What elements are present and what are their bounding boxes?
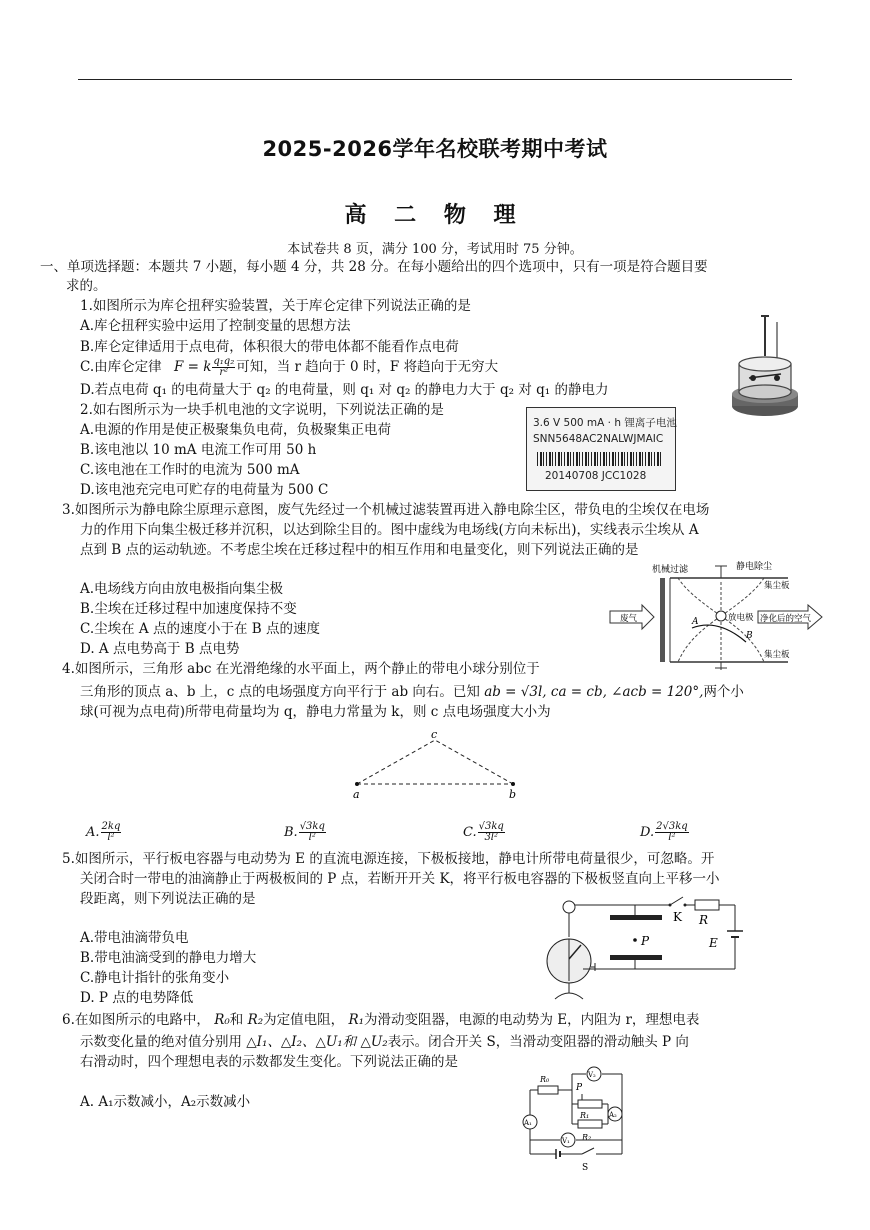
q4-stem-1: 4.如图所示，三角形 abc 在光滑绝缘的水平面上，两个静止的带电小球分别位于 — [62, 661, 540, 677]
q4-option-a: A. $\frac{2kq}{\text{l²}}$ — [86, 821, 121, 843]
section-heading: 一、单项选择题：本题共 7 小题，每小题 4 分，共 28 分。在每小题给出的四个选项中，只有一项是符合题目要 — [40, 259, 708, 275]
q2-option-a: A.电源的作用是使正极聚集负电荷，负极聚集正电荷 — [80, 422, 392, 438]
q5-option-b: B.带电油滴受到的静电力增大 — [80, 950, 257, 966]
emf-e-label: E — [709, 936, 718, 950]
q4-given-math: ab = √3l, ca = cb, ∠acb = 120°, — [484, 684, 704, 700]
q4-stem-2: 三角形的顶点 a、b 上，c 点的电场强度方向平行于 ab 向右。已知 ab = √3l, ca = cb, ∠acb = 120°,两个小 — [80, 684, 744, 700]
q1-option-b: B.库仑定律适用于点电荷，体积很大的带电体都不能看作点电荷 — [80, 339, 459, 355]
label-waste-gas: 废气 — [620, 614, 638, 624]
q6-stem-1: 6.在如图所示的电路中， R₀和 R₂为定值电阻， R₁为滑动变阻器，电源的电动势为 E，内阻为 r，理想电表 — [62, 1012, 700, 1028]
exam-meta: 本试卷共 8 页，满分 100 分，考试用时 75 分钟。 — [287, 242, 583, 257]
v2-label: V₂ — [588, 1071, 596, 1079]
r2-label: R₂ — [582, 1133, 592, 1142]
q2-option-b: B.该电池以 10 mA 电流工作可用 50 h — [80, 442, 317, 458]
switch-k-label: K — [673, 910, 682, 924]
battery-label-figure — [526, 407, 676, 491]
q5-option-d: D. P 点的电势降低 — [80, 990, 194, 1006]
triangle-figure — [345, 732, 525, 800]
q1-option-d: D.若点电荷 q₁ 的电荷量大于 q₂ 的电荷量，则 q₁ 对 q₂ 的静电力大于 q₂ 对 q₁ 的静电力 — [80, 382, 609, 398]
subject-title: 高 二 物 理 — [344, 202, 526, 228]
q6-stem-2: 示数变化量的绝对值分别用 △I₁、△I₂、△U₁和 △U₂表示。闭合开关 S，当滑动变阻器的滑动触头 P 向 — [80, 1034, 689, 1050]
q1-option-c: C.由库仑定律 F = k $\frac{\text{q₁q₂}}{\text{r²}}$ 可知，当 r 趋向于 0 时，F 将趋向于无穷大 — [80, 356, 499, 378]
r1-label: R₁ — [580, 1111, 590, 1120]
vertex-b-label: b — [509, 788, 517, 800]
q3-stem-3: 点到 B 点的运动轨迹。不考虑尘埃在迁移过程中的相互作用和电量变化，则下列说法正确的是 — [80, 542, 639, 558]
torsion-balance-figure — [725, 312, 805, 424]
coulomb-fraction: $\frac{\text{q₁q₂}}{\text{r²}}$ — [213, 356, 235, 378]
vertex-c-label: c — [431, 732, 438, 741]
q1-option-a: A.库仑扭秤实验中运用了控制变量的思想方法 — [80, 318, 351, 334]
label-point-a: A — [692, 617, 699, 627]
label-plate-top: 集尘板 — [764, 581, 790, 591]
q4-stem-3: 球(可视为点电荷)所带电荷量均为 q，静电力常量为 k，则 c 点电场强度大小为 — [80, 704, 551, 720]
battery-spec: 3.6 V 500 mA · h 锂离子电池 — [533, 417, 677, 429]
section-heading-cont: 求的。 — [66, 278, 107, 294]
battery-serial: SNN5648AC2NALWJMAIC — [533, 433, 664, 445]
switch-s-label: S — [582, 1163, 589, 1172]
header-rule — [78, 79, 792, 80]
q2-option-c: C.该电池在工作时的电流为 500 mA — [80, 462, 300, 478]
q3-stem-2: 力的作用下向集尘极迁移并沉积，以达到除尘目的。图中虚线为电场线(方向未标出)，实线表示尘埃从 A — [80, 522, 699, 538]
label-plate-bottom: 集尘板 — [764, 650, 790, 660]
q6-stem-3: 右滑动时，四个理想电表的示数都发生变化。下列说法正确的是 — [80, 1054, 458, 1070]
resistor-r-label: R — [699, 913, 709, 927]
a1-label: A₁ — [524, 1119, 532, 1127]
q3-option-d: D. A 点电势高于 B 点电势 — [80, 641, 240, 657]
vertex-a-label: a — [353, 788, 360, 800]
q4-option-c: C. $\frac{√3kq}{\text{3l²}}$ — [463, 821, 504, 843]
q5-stem-2: 关闭合时一带电的油滴静止于两极板间的 P 点，若断开开关 K，将平行板电容器的下极板竖直向上平移一小 — [80, 871, 720, 887]
q6-delta-math: △I₁、△I₂、△U₁和 △U₂ — [246, 1034, 388, 1050]
q4-option-b: B. $\frac{√3kq}{\text{l²}}$ — [284, 821, 325, 843]
q3-option-c: C.尘埃在 A 点的速度小于在 B 点的速度 — [80, 621, 320, 637]
precipitator-figure — [608, 560, 830, 670]
q3-stem-1: 3.如图所示为静电除尘原理示意图，废气先经过一个机械过滤装置再进入静电除尘区，带负电的尘埃仅在电场 — [62, 502, 710, 518]
q3-option-b: B.尘埃在迁移过程中加速度保持不变 — [80, 601, 297, 617]
point-p-label: P — [641, 934, 650, 948]
q6-option-a: A. A₁示数减小，A₂示数减小 — [80, 1094, 251, 1110]
label-point-b: B — [746, 631, 753, 641]
a2-label: A₂ — [609, 1111, 617, 1119]
exam-title: 2025-2026学年名校联考期中考试 — [262, 137, 608, 161]
label-zone: 静电除尘 — [736, 562, 773, 572]
circuit-figure — [516, 1060, 648, 1172]
q5-stem-3: 段距离，则下列说法正确的是 — [80, 891, 256, 907]
label-filter: 机械过滤 — [652, 565, 689, 575]
q3-option-a: A.电场线方向由放电极指向集尘极 — [80, 581, 284, 597]
q5-option-c: C.静电计指针的张角变小 — [80, 970, 230, 986]
q1-stem: 1.如图所示为库仑扭秤实验装置，关于库仑定律下列说法正确的是 — [80, 298, 471, 314]
q2-option-d: D.该电池充完电可贮存的电荷量为 500 C — [80, 482, 329, 498]
label-discharge: 放电极 — [728, 613, 754, 623]
capacitor-figure — [535, 895, 750, 1007]
r0-label: R₀ — [540, 1075, 550, 1084]
q5-option-a: A.带电油滴带负电 — [80, 930, 189, 946]
q5-stem-1: 5.如图所示，平行板电容器与电动势为 E 的直流电源连接，下极板接地，静电计所带电荷量很少，可忽略。开 — [62, 851, 715, 867]
v1-label: V₁ — [562, 1137, 570, 1145]
label-clean-air: 净化后的空气 — [760, 614, 812, 624]
battery-date: 20140708 JCC1028 — [545, 470, 647, 482]
barcode-icon — [537, 452, 663, 466]
slider-p-label: P — [576, 1083, 583, 1093]
q4-option-d: D. $\frac{2√3kq}{\text{l²}}$ — [640, 821, 688, 843]
q2-stem: 2.如右图所示为一块手机电池的文字说明，下列说法正确的是 — [80, 402, 444, 418]
coulomb-formula: F = k — [173, 359, 212, 375]
